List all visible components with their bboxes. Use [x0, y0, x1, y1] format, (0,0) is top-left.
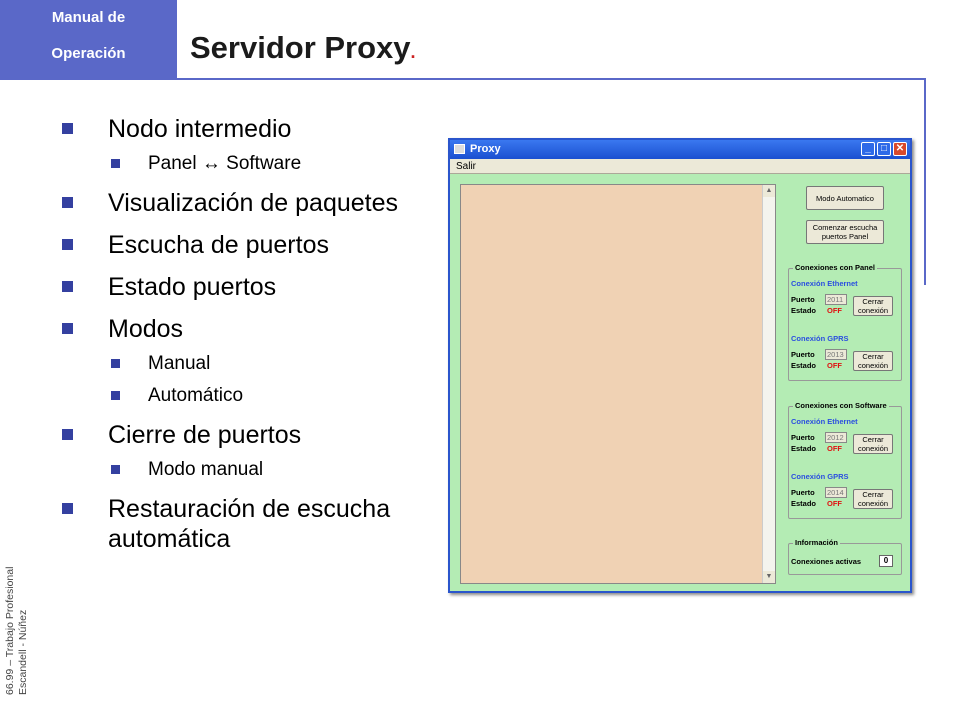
section-tag [0, 0, 177, 80]
window-title: Proxy [470, 143, 501, 155]
ethernet-label: Conexión Ethernet [791, 417, 858, 426]
section-tag-line2: Operación [51, 45, 126, 62]
bullet-item: Escucha de puertos [62, 230, 402, 260]
port-field[interactable]: 2012 [825, 432, 847, 443]
conexiones-activas-count: 0 [879, 555, 893, 567]
estado-label: Estado [791, 361, 817, 370]
sub-bullet-item: Manual [62, 352, 402, 376]
port-field[interactable]: 2011 [825, 294, 847, 305]
menu-bar [450, 159, 910, 174]
comenzar-escucha-button[interactable]: Comenzar escucha puertos Panel [806, 220, 884, 244]
bullet-item: Estado puertos [62, 272, 402, 302]
puerto-label: Puerto [791, 295, 815, 304]
title-dot: . [410, 42, 416, 62]
window-titlebar[interactable] [450, 140, 910, 159]
conexiones-activas-label: Conexiones activas [791, 557, 862, 566]
ethernet-label: Conexión Ethernet [791, 279, 858, 288]
bullet-item: Visualización de paquetes [62, 188, 402, 218]
estado-label: Estado [791, 306, 817, 315]
software-connections-group [788, 401, 902, 519]
bullet-item: Cierre de puertos [62, 420, 402, 450]
sub-bullet-item: Modo manual [62, 458, 402, 482]
puerto-label: Puerto [791, 350, 815, 359]
app-icon [454, 144, 465, 154]
estado-label: Estado [791, 499, 817, 508]
estado-label: Estado [791, 444, 817, 453]
close-icon[interactable]: ✕ [893, 142, 907, 156]
slide-title [190, 30, 416, 66]
scroll-down-icon[interactable]: ▼ [763, 571, 775, 583]
right-rule [924, 78, 926, 285]
status-off: OFF [827, 499, 842, 508]
gprs-label: Conexión GPRS [791, 472, 849, 481]
side-footer [4, 567, 30, 695]
bullet-item: Restauración de escucha automática [62, 494, 402, 554]
info-group [788, 538, 902, 575]
bullet-list [62, 114, 402, 566]
panel-connections-group [788, 263, 902, 381]
sub-bullet-item: Panel ↔ Software [62, 152, 402, 176]
bullet-item: Modos [62, 314, 402, 344]
status-off: OFF [827, 444, 842, 453]
group-legend: Conexiones con Panel [795, 263, 876, 272]
cerrar-conexion-button[interactable]: Cerrar conexión [853, 296, 893, 316]
status-off: OFF [827, 361, 842, 370]
minimize-icon[interactable]: _ [861, 142, 875, 156]
bullet-item: Nodo intermedio [62, 114, 402, 144]
status-off: OFF [827, 306, 842, 315]
modo-automatico-button[interactable]: Modo Automatico [806, 186, 884, 210]
puerto-label: Puerto [791, 488, 815, 497]
proxy-window [448, 138, 912, 593]
port-field[interactable]: 2013 [825, 349, 847, 360]
group-legend: Conexiones con Software [795, 401, 887, 410]
side-footer-line1: 66.99 – Trabajo Profesional [4, 566, 16, 695]
scroll-up-icon[interactable]: ▲ [763, 185, 775, 197]
gprs-label: Conexión GPRS [791, 334, 849, 343]
header-rule [177, 78, 925, 80]
maximize-icon[interactable]: □ [877, 142, 891, 156]
group-legend: Información [795, 538, 838, 547]
cerrar-conexion-button[interactable]: Cerrar conexión [853, 351, 893, 371]
side-footer-line2: Escandell - Núñez [17, 609, 29, 695]
section-tag-line1: Manual de [51, 9, 126, 26]
puerto-label: Puerto [791, 433, 815, 442]
cerrar-conexion-button[interactable]: Cerrar conexión [853, 489, 893, 509]
packet-log-textarea[interactable] [460, 184, 776, 584]
cerrar-conexion-button[interactable]: Cerrar conexión [853, 434, 893, 454]
slide-title-text: Servidor Proxy [190, 30, 411, 65]
menu-salir[interactable]: Salir [456, 161, 477, 172]
scrollbar[interactable] [762, 185, 775, 583]
port-field[interactable]: 2014 [825, 487, 847, 498]
sub-bullet-item: Automático [62, 384, 402, 408]
